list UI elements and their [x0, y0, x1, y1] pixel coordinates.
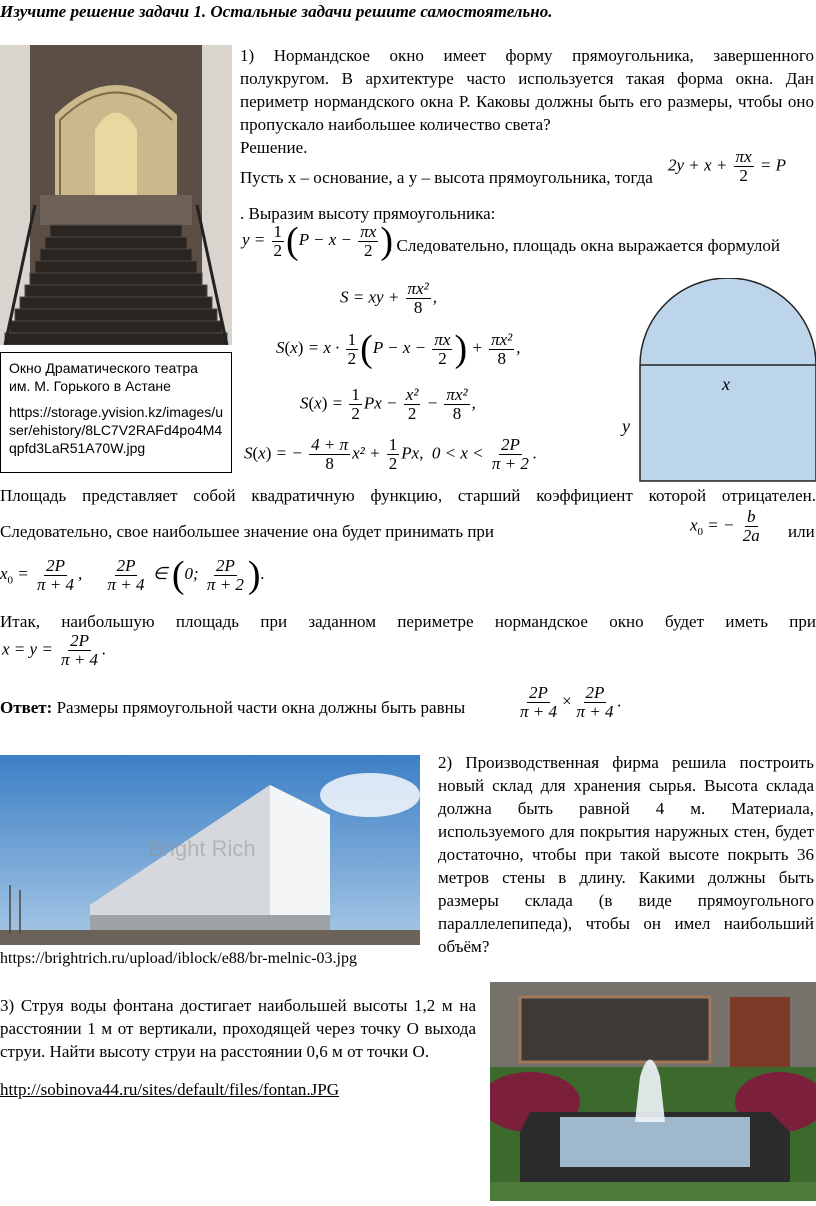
answer-text: Размеры прямоугольной части окна должны быть равны	[56, 698, 466, 717]
height-formula: y = $\frac{1}{2}$ (P − x − $\frac{\pi x}{2}$ )	[242, 220, 393, 262]
express-statement: . Выразим высоту прямоугольника:	[240, 204, 496, 223]
diagram-y-label: y	[622, 416, 630, 436]
max-statement: Следовательно, свое наибольшее значение она будет принимать при	[0, 522, 495, 541]
solution-label: Решение.	[240, 138, 308, 157]
conclusion-statement: Итак, наибольшую площадь при заданном периметре нормандское окно будет иметь при	[0, 612, 816, 631]
conclusion-formula: x = y = $\frac{2P}{\pi + 4}$ .	[2, 631, 107, 669]
perimeter-formula: 2y + x + $\frac{\pi x}{2}$ = P	[668, 147, 786, 185]
fountain-url-link[interactable]	[0, 1080, 339, 1100]
quad-statement: Площадь представляет собой квадратичную функцию, старший коэффициент которой отрицателен.	[0, 486, 816, 505]
fountain-url[interactable]: http://sobinova44.ru/sites/default/files/fontan.JPG	[0, 1080, 340, 1099]
area-formula-1: S = xy + $\frac{\text{πx²}}{8}$ ,	[340, 279, 437, 317]
task2-text: 2) Производственная фирма решила построить новый склад для хранения сырья. Высота склада должна быть равной 4 м. Материала, используемого для покрытия наружных стен, будет достаточно, чтобы при такой высоте покрыть 36 метров стены в длину. Какими должны быть размеры склада (в виде прямоугольного параллелепипеда), чтобы он имел наибольший объём?	[438, 753, 814, 956]
warehouse-url: https://brightrich.ru/upload/iblock/e88/br-melnic-03.jpg	[0, 950, 357, 967]
photo-caption	[0, 352, 232, 473]
let-statement: Пусть x – основание, а y – высота прямоугольника, тогда	[240, 168, 653, 187]
caption-url: https://storage.yvision.kz/images/user/ehistory/8LC7V2RAFd4po4M4qpfd3LaR51A70W.jpg	[9, 404, 223, 456]
photo-watermark: Bright Rich	[148, 836, 256, 861]
or-word: или	[788, 522, 815, 541]
area-formula-3: S(x) = $\frac{1}{2}$ Px − $\frac{\text{x²}}{2}$ − $\frac{\text{πx²}}{8}$ ,	[300, 385, 476, 423]
area-formula-2: S(x) = x · $\frac{1}{2}$ (P − x − $\frac{\pi x}{2}$ ) + $\frac{\text{πx²}}{8}$ ,	[276, 328, 521, 370]
fountain-photo	[490, 982, 816, 1201]
answer-formula: $\frac{2P}{\pi + 4}$ × $\frac{2P}{\pi + 4}$ .	[520, 683, 622, 721]
page-header: Изучите решение задачи 1. Остальные задачи решите самостоятельно.	[0, 2, 553, 21]
task1-intro: 1) Нормандское окно имеет форму прямоугольника, завершенного полукругом. В архитектуре часто используется такая форма окна. Дан периметр нормандского окна Р. Каковы должны быть его размеры, чтобы оно пропускало наибольшее количество света?	[240, 46, 814, 134]
vertex-value-formula: $x_0$ = $\frac{2P}{\pi + 4}$ , $\frac{2P}{\pi + 4}$ ∈ (0; $\frac{2P}{\pi + 2}$ ).	[0, 554, 265, 596]
caption-title: Окно Драматического театра им. М. Горького в Астане	[9, 360, 198, 394]
norman-window-diagram	[600, 278, 816, 484]
staircase-photo	[0, 45, 232, 345]
answer-label: Ответ:	[0, 698, 53, 717]
area-formula-4: S(x) = − $\frac{4 + \pi}{8}$ x² + $\frac{1}{2}$ Px, 0 < x < $\frac{2P}{\pi + 2}$ .	[244, 435, 538, 473]
answer-line	[0, 698, 465, 718]
area-statement: . Следовательно, площадь окна выражается формулой	[388, 236, 780, 255]
task3-text: 3) Струя воды фонтана достигает наибольшей высоты 1,2 м на расстоянии 1 м от вертикали, проходящей через точку O выхода струи. Найти высоту струи на расстоянии 0,6 м от точки O.	[0, 996, 476, 1061]
vertex-formula: $x_0$ = − $\frac{b}{2a}$	[690, 507, 760, 545]
diagram-x-label: x	[722, 374, 730, 394]
